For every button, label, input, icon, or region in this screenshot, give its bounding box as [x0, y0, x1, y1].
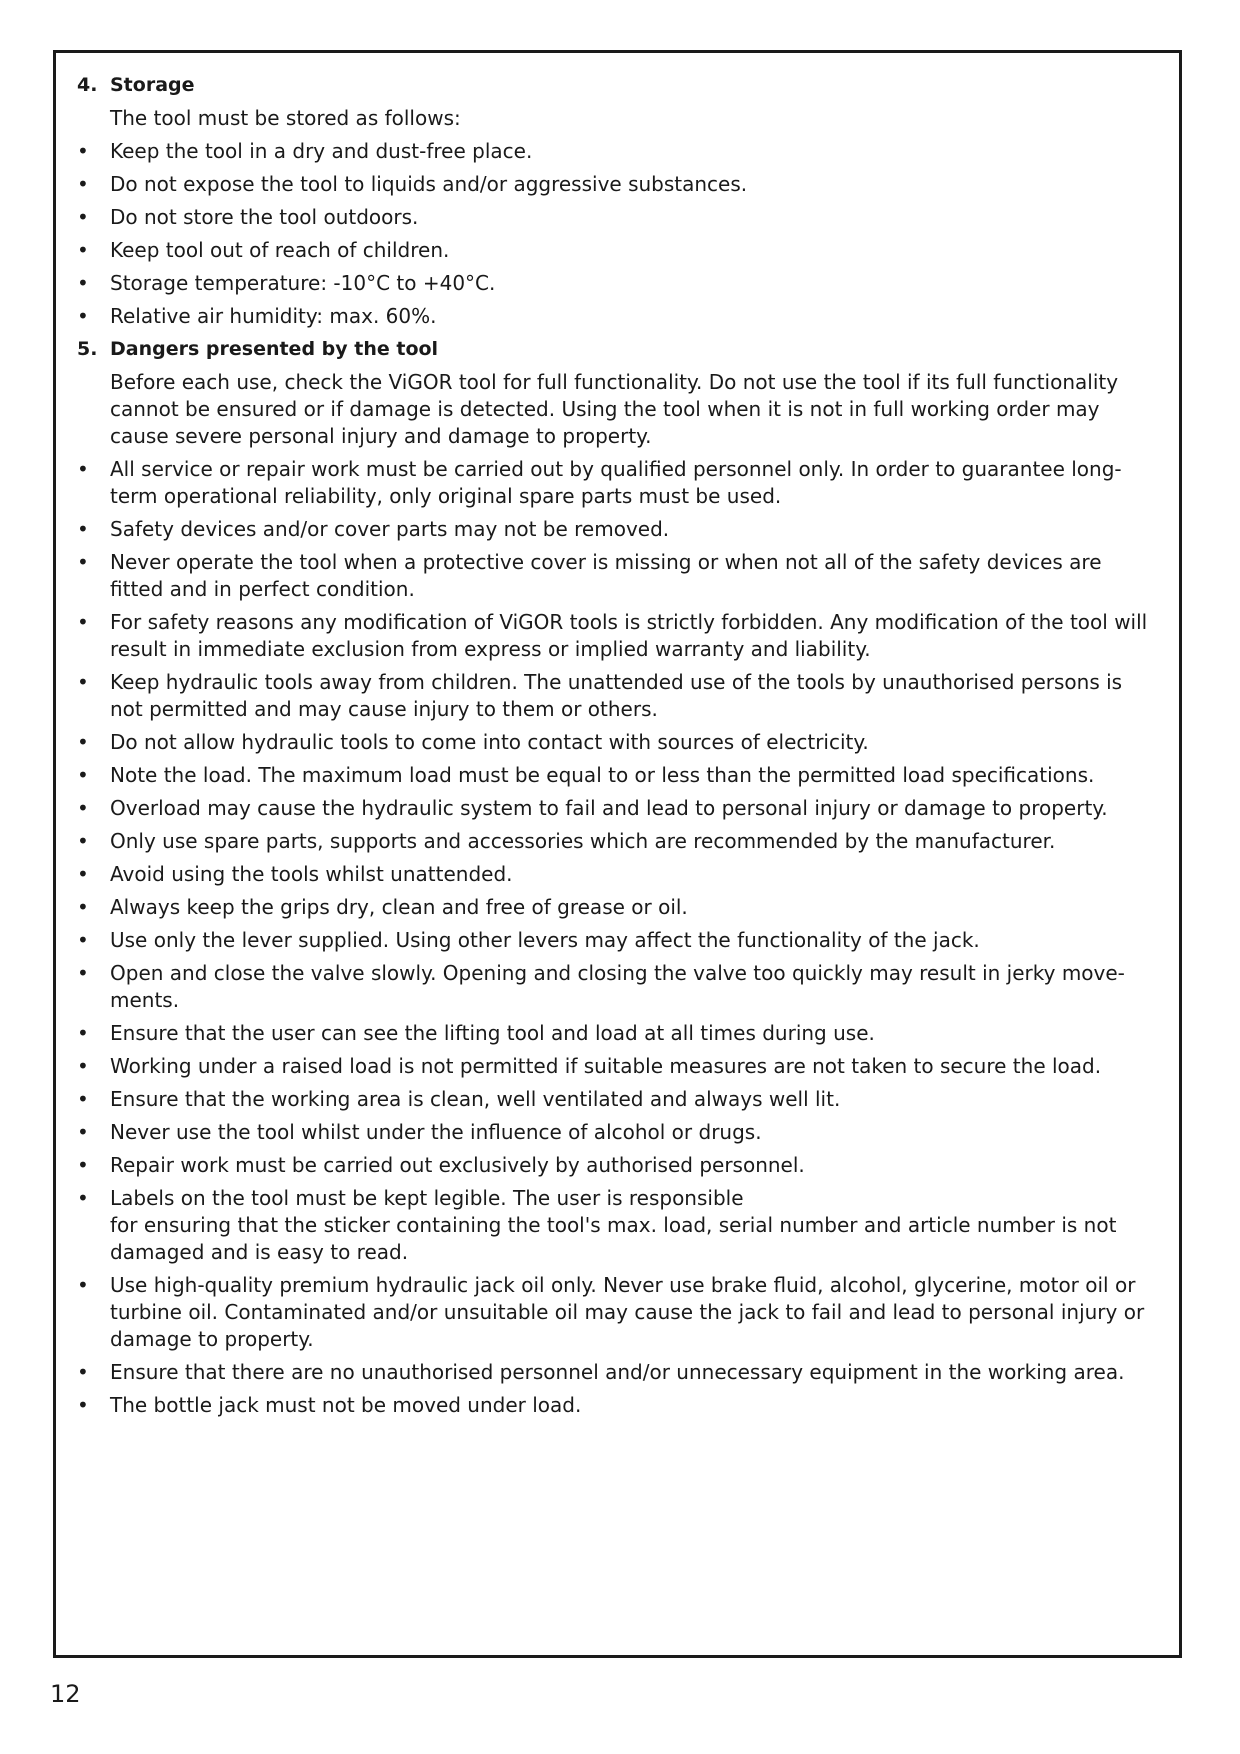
list-item-text	[110, 1152, 1167, 1179]
bullet-icon: •	[77, 517, 89, 541]
list-item	[77, 1152, 1167, 1179]
bullet-icon: •	[77, 1087, 89, 1111]
list-item-line: Labels on the tool must be kept legible. The user is responsible	[110, 1186, 744, 1210]
list-item-line: fitted and in perfect condition.	[110, 577, 415, 601]
list-item-line: Do not expose the tool to liquids and/or aggressive substances.	[110, 172, 748, 196]
section-number: 4.	[77, 74, 98, 96]
list-item	[77, 1020, 1167, 1047]
intro-line: The tool must be stored as follows:	[110, 106, 461, 130]
bullet-icon: •	[77, 1360, 89, 1384]
list-item	[77, 549, 1167, 603]
list-item-line: Working under a raised load is not permitted if suitable measures are not taken to secure the load.	[110, 1054, 1102, 1078]
list-item	[77, 894, 1167, 921]
list-item	[77, 795, 1167, 822]
list-item	[77, 729, 1167, 756]
list-item-line: Ensure that there are no unauthorised personnel and/or unnecessary equipment in the working area.	[110, 1360, 1125, 1384]
bullet-icon: •	[77, 730, 89, 754]
list-item-line: Keep hydraulic tools away from children. The unattended use of the tools by unauthorised persons is	[110, 670, 1123, 694]
list-item-line: Always keep the grips dry, clean and free of grease or oil.	[110, 895, 688, 919]
list-item-text	[110, 669, 1167, 723]
list-item-line: Never operate the tool when a protective cover is missing or when not all of the safety devices are	[110, 550, 1102, 574]
section-intro	[110, 105, 1167, 132]
list-item-line: Only use spare parts, supports and accessories which are recommended by the manufacturer.	[110, 829, 1056, 853]
list-item	[77, 960, 1167, 1014]
section-heading	[77, 72, 1167, 99]
list-item-line: term operational reliability, only original spare parts must be used.	[110, 484, 782, 508]
bullet-icon: •	[77, 238, 89, 262]
list-item	[77, 1185, 1167, 1266]
list-item	[77, 138, 1167, 165]
list-item-line: for ensuring that the sticker containing the tool's max. load, serial number and article number is not	[110, 1213, 1117, 1237]
list-item-line: Avoid using the tools whilst unattended.	[110, 862, 513, 886]
bullet-icon: •	[77, 1186, 89, 1210]
list-item-text	[110, 1119, 1167, 1146]
intro-line: Before each use, check the ViGOR tool for full functionality. Do not use the tool if its full functionality	[110, 370, 1119, 394]
list-item-line: Ensure that the user can see the lifting tool and load at all times during use.	[110, 1021, 875, 1045]
list-item	[77, 456, 1167, 510]
bullet-icon: •	[77, 304, 89, 328]
list-item-line: damage to property.	[110, 1327, 314, 1351]
bullet-icon: •	[77, 1273, 89, 1297]
list-item-text	[110, 795, 1167, 822]
bullet-icon: •	[77, 1120, 89, 1144]
bullet-list	[77, 456, 1167, 1419]
list-item-text	[110, 960, 1167, 1014]
list-item	[77, 927, 1167, 954]
list-item	[77, 270, 1167, 297]
bullet-icon: •	[77, 961, 89, 985]
list-item-line: Relative air humidity: max. 60%.	[110, 304, 437, 328]
list-item-line: Keep the tool in a dry and dust-free place.	[110, 139, 533, 163]
list-item-line: Keep tool out of reach of children.	[110, 238, 450, 262]
list-item-line: Safety devices and/or cover parts may not be removed.	[110, 517, 670, 541]
list-item	[77, 1119, 1167, 1146]
list-item-text	[110, 1392, 1167, 1419]
list-item	[77, 1086, 1167, 1113]
section-2	[77, 336, 1167, 1419]
bullet-icon: •	[77, 862, 89, 886]
section-number: 5.	[77, 338, 98, 360]
list-item-text	[110, 1053, 1167, 1080]
section-heading	[77, 336, 1167, 363]
list-item-line: ments.	[110, 988, 180, 1012]
section-intro	[110, 369, 1167, 450]
bullet-icon: •	[77, 1054, 89, 1078]
bullet-icon: •	[77, 928, 89, 952]
list-item-line: Never use the tool whilst under the influence of alcohol or drugs.	[110, 1120, 762, 1144]
list-item-text	[110, 204, 1167, 231]
list-item	[77, 303, 1167, 330]
list-item-text	[110, 861, 1167, 888]
list-item-line: Do not allow hydraulic tools to come into contact with sources of electricity.	[110, 730, 869, 754]
document-body	[77, 72, 1167, 1425]
list-item	[77, 516, 1167, 543]
list-item-line: not permitted and may cause injury to them or others.	[110, 697, 658, 721]
list-item-text	[110, 729, 1167, 756]
bullet-icon: •	[77, 139, 89, 163]
list-item-line: result in immediate exclusion from express or implied warranty and liability.	[110, 637, 871, 661]
list-item-line: Use only the lever supplied. Using other levers may affect the functionality of the jack.	[110, 928, 980, 952]
section-title: Dangers presented by the tool	[110, 338, 439, 360]
list-item	[77, 237, 1167, 264]
list-item-line: Open and close the valve slowly. Opening and closing the valve too quickly may result in jerky move-	[110, 961, 1125, 985]
list-item-line: Storage temperature: -10°C to +40°C.	[110, 271, 496, 295]
list-item	[77, 669, 1167, 723]
list-item-text	[110, 516, 1167, 543]
list-item-text	[110, 1086, 1167, 1113]
list-item	[77, 762, 1167, 789]
list-item	[77, 828, 1167, 855]
list-item-text	[110, 549, 1167, 603]
list-item-text	[110, 270, 1167, 297]
bullet-icon: •	[77, 172, 89, 196]
list-item-line: All service or repair work must be carried out by qualified personnel only. In order to guarantee long-	[110, 457, 1122, 481]
list-item-line: Use high-quality premium hydraulic jack oil only. Never use brake fluid, alcohol, glycerine, motor oil or	[110, 1273, 1136, 1297]
bullet-icon: •	[77, 1153, 89, 1177]
list-item-line: The bottle jack must not be moved under load.	[110, 1393, 582, 1417]
list-item-line: Do not store the tool outdoors.	[110, 205, 419, 229]
bullet-list	[77, 138, 1167, 330]
bullet-icon: •	[77, 829, 89, 853]
list-item-text	[110, 171, 1167, 198]
bullet-icon: •	[77, 610, 89, 634]
list-item-text	[110, 609, 1167, 663]
bullet-icon: •	[77, 763, 89, 787]
list-item-text	[110, 138, 1167, 165]
list-item-text	[110, 237, 1167, 264]
bullet-icon: •	[77, 271, 89, 295]
list-item-text	[110, 1359, 1167, 1386]
bullet-icon: •	[77, 895, 89, 919]
list-item-text	[110, 762, 1167, 789]
list-item-line: Note the load. The maximum load must be equal to or less than the permitted load specifications.	[110, 763, 1095, 787]
list-item	[77, 1053, 1167, 1080]
bullet-icon: •	[77, 1393, 89, 1417]
list-item-line: turbine oil. Contaminated and/or unsuitable oil may cause the jack to fail and lead to personal injury or	[110, 1300, 1145, 1324]
bullet-icon: •	[77, 205, 89, 229]
bullet-icon: •	[77, 670, 89, 694]
list-item	[77, 1272, 1167, 1353]
section-1	[77, 72, 1167, 330]
bullet-icon: •	[77, 796, 89, 820]
bullet-icon: •	[77, 550, 89, 574]
list-item-text	[110, 1020, 1167, 1047]
section-title: Storage	[110, 74, 195, 96]
intro-line: cause severe personal injury and damage to property.	[110, 424, 652, 448]
list-item-line: damaged and is easy to read.	[110, 1240, 409, 1264]
list-item-text	[110, 1272, 1167, 1353]
intro-line: cannot be ensured or if damage is detected. Using the tool when it is not in full working order may	[110, 397, 1100, 421]
bullet-icon: •	[77, 1021, 89, 1045]
list-item	[77, 204, 1167, 231]
list-item-text	[110, 894, 1167, 921]
list-item-line: Ensure that the working area is clean, well ventilated and always well lit.	[110, 1087, 841, 1111]
bullet-icon: •	[77, 457, 89, 481]
list-item	[77, 861, 1167, 888]
list-item-text	[110, 828, 1167, 855]
list-item-text	[110, 927, 1167, 954]
list-item-text	[110, 456, 1167, 510]
list-item-line: Overload may cause the hydraulic system to fail and lead to personal injury or damage to property.	[110, 796, 1108, 820]
list-item	[77, 171, 1167, 198]
list-item	[77, 1392, 1167, 1419]
list-item-line: For safety reasons any modification of ViGOR tools is strictly forbidden. Any modification of the tool will	[110, 610, 1148, 634]
list-item	[77, 609, 1167, 663]
page-number: 12	[50, 1680, 81, 1708]
list-item	[77, 1359, 1167, 1386]
list-item-text	[110, 303, 1167, 330]
list-item-text	[110, 1185, 1167, 1266]
list-item-line: Repair work must be carried out exclusively by authorised personnel.	[110, 1153, 805, 1177]
